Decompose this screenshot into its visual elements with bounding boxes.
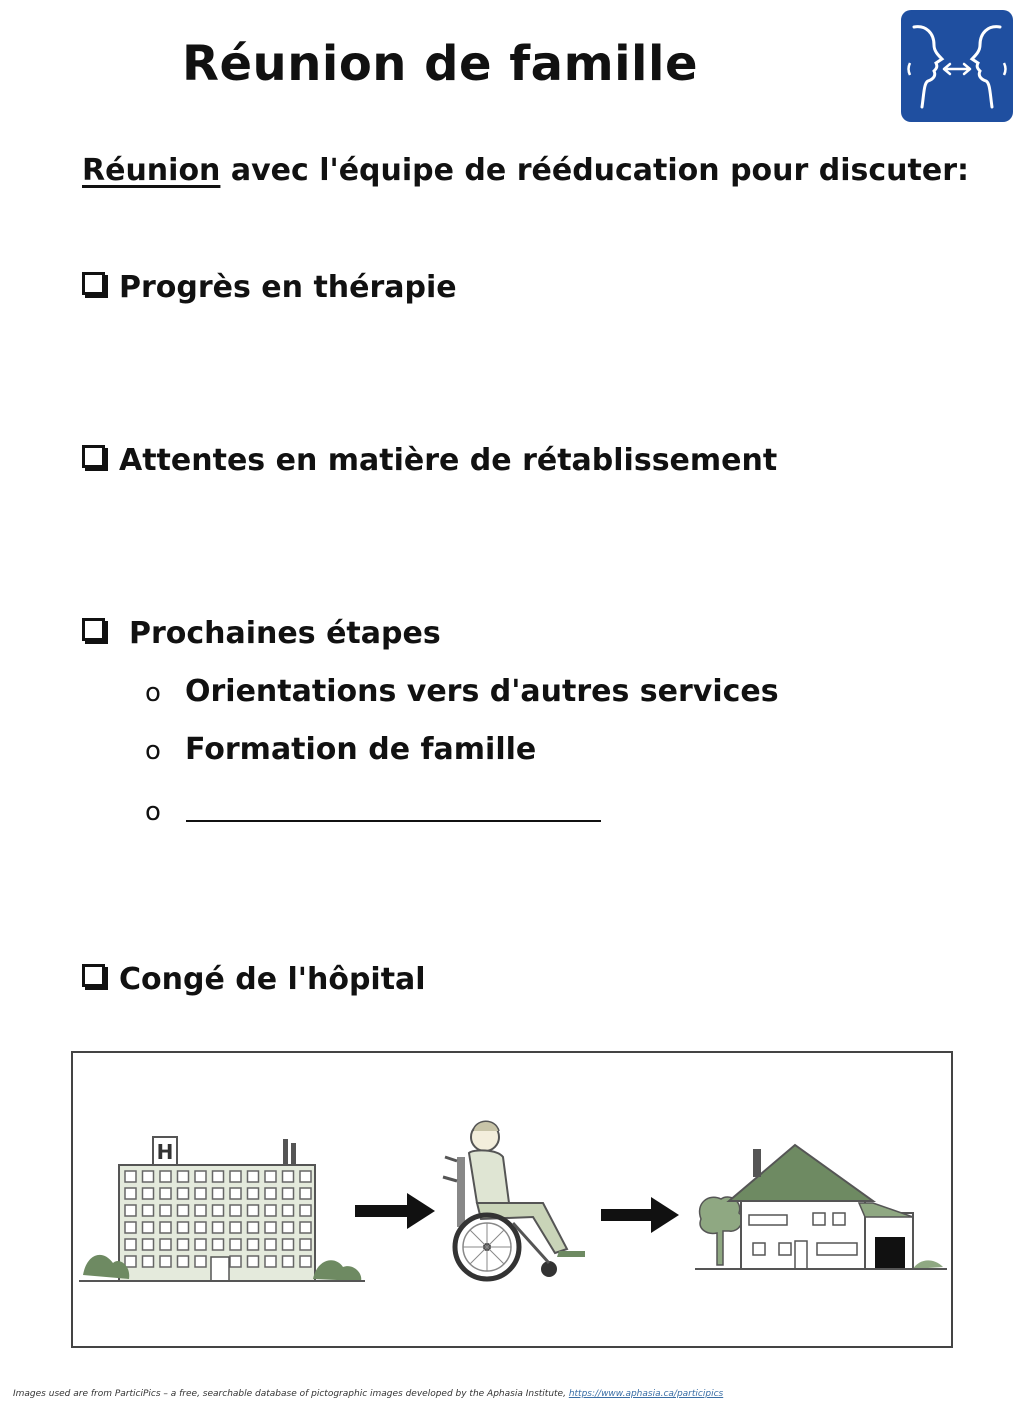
hospital-window xyxy=(265,1171,276,1182)
hospital-window xyxy=(178,1205,189,1216)
sub-item-label: Formation de famille xyxy=(185,732,537,767)
checklist-item-discharge[interactable] xyxy=(82,962,426,997)
hospital-window xyxy=(125,1222,136,1233)
house-icon xyxy=(695,1145,947,1269)
hospital-window xyxy=(125,1239,136,1250)
page-title: Réunion de famille xyxy=(182,36,698,92)
hospital-window xyxy=(230,1239,241,1250)
hospital-window xyxy=(160,1256,171,1267)
bullet-icon: o xyxy=(145,678,161,708)
checkbox-icon[interactable] xyxy=(82,618,105,641)
hospital-window xyxy=(160,1188,171,1199)
hospital-window xyxy=(125,1188,136,1199)
hospital-window xyxy=(283,1188,294,1199)
hospital-window xyxy=(265,1205,276,1216)
sub-item-label: Orientations vers d'autres services xyxy=(185,674,779,709)
hospital-window xyxy=(143,1188,154,1199)
hospital-window xyxy=(160,1239,171,1250)
footer-link[interactable]: https://www.aphasia.ca/participics xyxy=(568,1389,724,1399)
checklist-item-expectations[interactable] xyxy=(82,443,777,478)
hospital-window xyxy=(230,1256,241,1267)
checklist-item-progress[interactable] xyxy=(82,270,457,305)
checklist-label: Progrès en thérapie xyxy=(119,270,457,305)
discharge-illustration xyxy=(71,1051,953,1348)
checkbox-icon[interactable] xyxy=(82,272,105,295)
hospital-window xyxy=(230,1188,241,1199)
checklist-item-next-steps[interactable] xyxy=(82,616,441,651)
hospital-window xyxy=(230,1222,241,1233)
hospital-window xyxy=(265,1239,276,1250)
hospital-window xyxy=(195,1256,206,1267)
hospital-window xyxy=(160,1171,171,1182)
hospital-window xyxy=(195,1188,206,1199)
hospital-window xyxy=(283,1205,294,1216)
footer-credit xyxy=(13,1389,723,1399)
checkbox-icon[interactable] xyxy=(82,445,105,468)
hospital-window xyxy=(248,1222,259,1233)
hospital-window xyxy=(195,1222,206,1233)
hospital-window xyxy=(300,1188,311,1199)
hospital-window xyxy=(300,1222,311,1233)
hospital-window xyxy=(283,1222,294,1233)
arrow-right-icon xyxy=(601,1197,679,1233)
hospital-window xyxy=(143,1239,154,1250)
hospital-window xyxy=(265,1222,276,1233)
hospital-window xyxy=(160,1222,171,1233)
hospital-window xyxy=(230,1205,241,1216)
hospital-window xyxy=(213,1188,224,1199)
discharge-pictogram xyxy=(73,1053,951,1346)
hospital-window xyxy=(248,1256,259,1267)
hospital-window xyxy=(178,1188,189,1199)
sub-item-family-training xyxy=(145,732,536,767)
sub-item-referrals xyxy=(145,674,779,709)
checklist-label: Attentes en matière de rétablissement xyxy=(119,443,778,478)
arrow-right-icon xyxy=(355,1193,435,1229)
hospital-window xyxy=(248,1171,259,1182)
checklist-label: Congé de l'hôpital xyxy=(119,962,426,997)
hospital-window xyxy=(125,1171,136,1182)
intro-underlined: Réunion xyxy=(82,153,221,188)
hospital-window xyxy=(160,1205,171,1216)
hospital-window xyxy=(195,1205,206,1216)
blank-write-in-line[interactable] xyxy=(186,820,601,822)
intro-text xyxy=(82,153,969,188)
hospital-window xyxy=(248,1205,259,1216)
hospital-window xyxy=(230,1171,241,1182)
hospital-window xyxy=(213,1222,224,1233)
hospital-icon xyxy=(79,1137,365,1281)
hospital-window xyxy=(265,1256,276,1267)
hospital-window xyxy=(143,1222,154,1233)
hospital-window xyxy=(195,1239,206,1250)
bullet-icon: o xyxy=(145,797,161,827)
footer-text: Images used are from ParticiPics – a free, searchable database of pictographic images developed by the Aphasia Institute, xyxy=(13,1389,569,1399)
intro-rest: avec l'équipe de rééducation pour discuter: xyxy=(220,153,970,188)
hospital-window xyxy=(125,1205,136,1216)
checklist-label: Prochaines étapes xyxy=(129,616,441,651)
hospital-sign: H xyxy=(156,1140,174,1164)
hospital-window xyxy=(283,1239,294,1250)
hospital-window xyxy=(300,1239,311,1250)
hospital-window xyxy=(143,1256,154,1267)
hospital-window xyxy=(178,1239,189,1250)
bullet-icon: o xyxy=(145,736,161,766)
hospital-window xyxy=(125,1256,136,1267)
hospital-window xyxy=(300,1205,311,1216)
hospital-window xyxy=(265,1188,276,1199)
checkbox-icon[interactable] xyxy=(82,964,105,987)
hospital-window xyxy=(300,1171,311,1182)
hospital-window xyxy=(213,1171,224,1182)
hospital-window xyxy=(283,1171,294,1182)
hospital-window xyxy=(195,1171,206,1182)
hospital-window xyxy=(178,1171,189,1182)
hospital-window xyxy=(300,1256,311,1267)
conversation-logo-icon xyxy=(900,9,1014,123)
sub-item-blank xyxy=(145,793,185,828)
hospital-window xyxy=(213,1205,224,1216)
hospital-window xyxy=(248,1188,259,1199)
wheelchair-person-icon xyxy=(443,1121,585,1279)
hospital-window xyxy=(283,1256,294,1267)
hospital-window xyxy=(178,1222,189,1233)
hospital-window xyxy=(178,1256,189,1267)
hospital-window xyxy=(143,1205,154,1216)
hospital-window xyxy=(213,1239,224,1250)
hospital-window xyxy=(143,1171,154,1182)
hospital-window xyxy=(248,1239,259,1250)
